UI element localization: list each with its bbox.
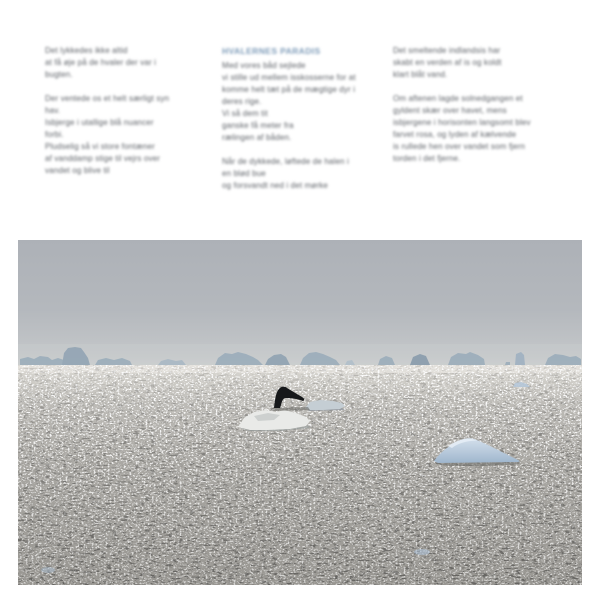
text-column-3 xyxy=(393,45,551,165)
photo-arctic-seascape xyxy=(18,240,582,585)
blue-ice-bit xyxy=(414,549,430,555)
text-line: Om aftenen lagde solnedgangen et xyxy=(393,94,523,103)
paragraph xyxy=(222,60,387,144)
horizon-haze xyxy=(18,344,582,365)
text-column-1 xyxy=(45,45,195,177)
paragraph xyxy=(393,45,551,81)
text-line: klart blåt vand. xyxy=(393,70,448,79)
paragraph xyxy=(393,93,551,165)
paragraph xyxy=(45,45,195,81)
text-line: vandet og blive til xyxy=(45,166,110,175)
paragraph xyxy=(45,93,195,177)
text-line: Der ventede os et helt særligt syn xyxy=(45,94,170,103)
text-line: torden i det fjerne. xyxy=(393,154,461,163)
text-line: komme helt tæt på de mægtige dyr i xyxy=(222,85,356,94)
text-line: Med vores båd sejlede xyxy=(222,61,306,70)
text-line: Isbjerge i utallige blå nuancer xyxy=(45,118,154,127)
paragraph xyxy=(222,156,387,192)
blue-ice-bit xyxy=(41,567,55,573)
text-line: en blød bue xyxy=(222,169,266,178)
text-line: deres rige. xyxy=(222,97,262,106)
text-line: Det smeltende indlandsis har xyxy=(393,46,501,55)
text-line: rælingen af båden. xyxy=(222,133,292,142)
text-line: Vi så dem tit xyxy=(222,109,268,118)
text-line: at få øje på de hvaler der var i xyxy=(45,58,157,67)
text-column-2 xyxy=(222,45,387,192)
text-line: farvet rosa, og lyden af kælvende xyxy=(393,130,517,139)
text-line: Når de dykkede, løftede de halen i xyxy=(222,157,349,166)
text-line: bugten. xyxy=(45,70,73,79)
text-line: isbjergene i horisonten langsomt blev xyxy=(393,118,531,127)
text-line: Pludselig så vi store fontæner xyxy=(45,142,155,151)
text-line: forbi. xyxy=(45,130,64,139)
text-line: Det lykkedes ikke altid xyxy=(45,46,128,55)
text-line: hav. xyxy=(45,106,61,115)
text-line: af vanddamp stige til vejrs over xyxy=(45,154,161,163)
text-line: og forsvandt ned i det mørke xyxy=(222,181,329,190)
text-line: gyldent skær over havet, mens xyxy=(393,106,507,115)
text-line: skabt en verden af is og koldt xyxy=(393,58,502,67)
text-line: vi stille ud mellem isskosserne for at xyxy=(222,73,356,82)
text-line: is rullede hen over vandet som fjern xyxy=(393,142,526,151)
article-heading: HVALERNES PARADIS xyxy=(222,46,321,56)
text-line: ganske få meter fra xyxy=(222,121,294,130)
